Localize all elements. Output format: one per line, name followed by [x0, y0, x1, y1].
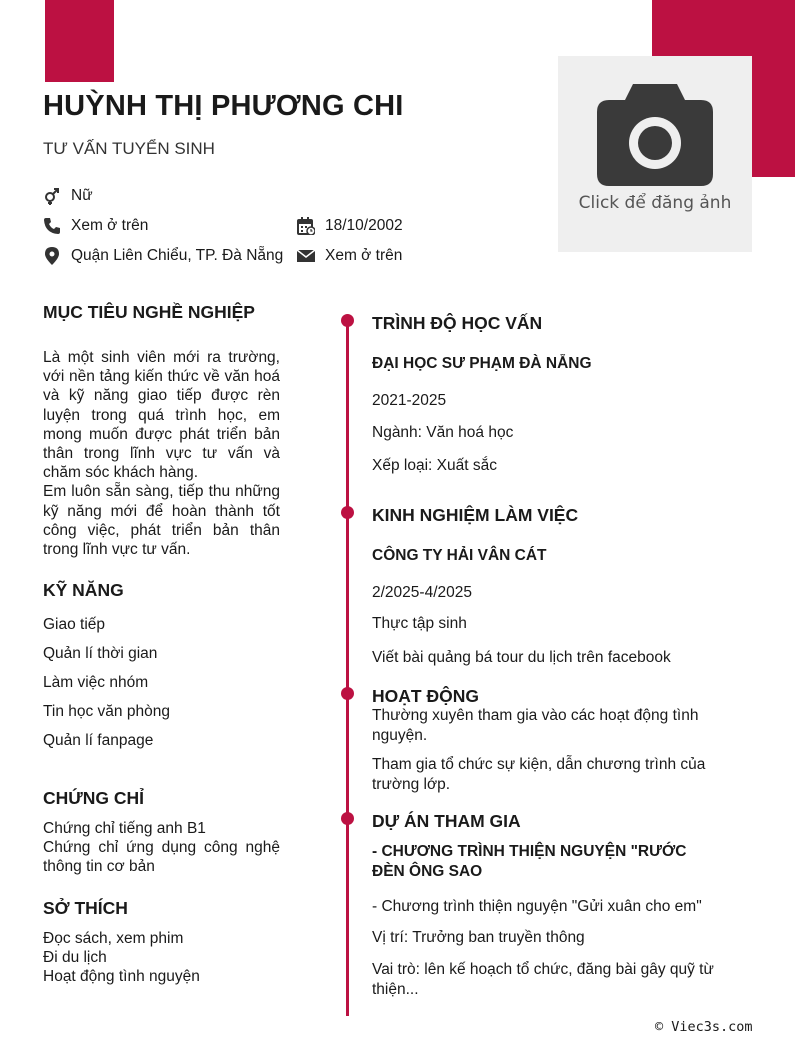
experience-description: Viết bài quảng bá tour du lịch trên facebook	[372, 649, 671, 666]
address-info	[43, 247, 283, 265]
skill-item: Quản lí thời gian	[43, 645, 158, 662]
address-value: Quận Liên Chiểu, TP. Đà Nẵng	[71, 247, 284, 264]
certificates-list	[43, 819, 280, 876]
photo-upload[interactable]	[558, 56, 752, 252]
experience-company: CÔNG TY HẢI VÂN CÁT	[372, 547, 547, 564]
objective-title: MỤC TIÊU NGHỀ NGHIỆP	[43, 302, 255, 322]
skill-item: Tin học văn phòng	[43, 703, 170, 720]
skills-title: KỸ NĂNG	[43, 580, 124, 600]
envelope-icon	[297, 247, 315, 265]
project-position: Vị trí: Trưởng ban truyền thông	[372, 929, 585, 946]
timeline-dot	[341, 812, 354, 825]
skill-item: Làm việc nhóm	[43, 674, 149, 691]
education-major: Ngành: Văn hoá học	[372, 424, 514, 441]
calendar-icon	[297, 217, 315, 235]
timeline-dot	[341, 506, 354, 519]
location-pin-icon	[43, 247, 61, 265]
phone-info	[43, 217, 148, 235]
projects-title: DỰ ÁN THAM GIA	[372, 811, 521, 831]
email-value: Xem ở trên	[325, 247, 403, 264]
certificate-item: Chứng chỉ ứng dụng công nghệ thông tin cơ bản	[43, 839, 280, 875]
objective-paragraph: Là một sinh viên mới ra trường, với nền tảng kiến thức về văn hoá và kỹ năng giao tiếp được rèn luyện trong quá trình học, em mong muốn được phát triển bản thân trong lĩnh vực tư vấn và chăm sóc khách hàng.	[43, 349, 280, 482]
experience-title: KINH NGHIỆM LÀM VIỆC	[372, 505, 579, 525]
hobby-item: Hoạt động tình nguyện	[43, 968, 200, 985]
hobbies-list	[43, 929, 280, 986]
hobby-item: Đi du lịch	[43, 949, 107, 966]
camera-icon	[597, 84, 713, 186]
activity-item: Tham gia tổ chức sự kiện, dẫn chương trình của trường lớp.	[372, 756, 706, 793]
gender-icon	[43, 187, 61, 205]
project-heading: - CHƯƠNG TRÌNH THIỆN NGUYỆN "RƯỚC ĐÈN ÔNG SAO	[372, 843, 687, 880]
skill-item: Giao tiếp	[43, 616, 106, 633]
experience-period: 2/2025-4/2025	[372, 584, 472, 601]
education-period: 2021-2025	[372, 392, 447, 409]
photo-upload-label: Click để đăng ảnh	[578, 193, 732, 213]
activities-title: HOẠT ĐỘNG	[372, 686, 479, 706]
project-item: - Chương trình thiện nguyện "Gửi xuân cho em"	[372, 898, 702, 915]
timeline-line	[346, 316, 349, 1016]
email-info	[297, 247, 402, 265]
education-school: ĐẠI HỌC SƯ PHẠM ĐÀ NẴNG	[372, 355, 592, 372]
certificates-title: CHỨNG CHỈ	[43, 788, 145, 808]
education-title: TRÌNH ĐỘ HỌC VẤN	[372, 313, 543, 333]
experience-position: Thực tập sinh	[372, 615, 467, 632]
birthday-info	[297, 217, 403, 235]
education-grade: Xếp loại: Xuất sắc	[372, 457, 497, 474]
decor-block-left	[45, 0, 114, 82]
hobby-item: Đọc sách, xem phim	[43, 930, 184, 947]
gender-info	[43, 187, 93, 205]
phone-icon	[43, 217, 61, 235]
hobbies-title: SỞ THÍCH	[43, 898, 128, 918]
birthday-value: 18/10/2002	[325, 217, 403, 234]
objective-text	[43, 348, 280, 559]
timeline-dot	[341, 687, 354, 700]
certificate-item: Chứng chỉ tiếng anh B1	[43, 820, 206, 837]
project-role: Vai trò: lên kế hoạch tổ chức, đăng bài gây quỹ từ thiện...	[372, 961, 714, 998]
skill-item: Quản lí fanpage	[43, 732, 154, 749]
objective-paragraph: Em luôn sẵn sàng, tiếp thu những kỹ năng mới để hoàn thành tốt công việc, phát triển bản thân trong lĩnh vực tư vấn.	[43, 483, 280, 559]
activity-item: Thường xuyên tham gia vào các hoạt động tình nguyện.	[372, 707, 699, 744]
phone-value: Xem ở trên	[71, 217, 149, 234]
job-title: TƯ VẤN TUYỂN SINH	[43, 139, 215, 158]
gender-value: Nữ	[71, 187, 93, 204]
timeline-dot	[341, 314, 354, 327]
candidate-name: HUỲNH THỊ PHƯƠNG CHI	[43, 90, 404, 122]
footer-copyright[interactable]: © Viec3s.com	[655, 1019, 753, 1035]
